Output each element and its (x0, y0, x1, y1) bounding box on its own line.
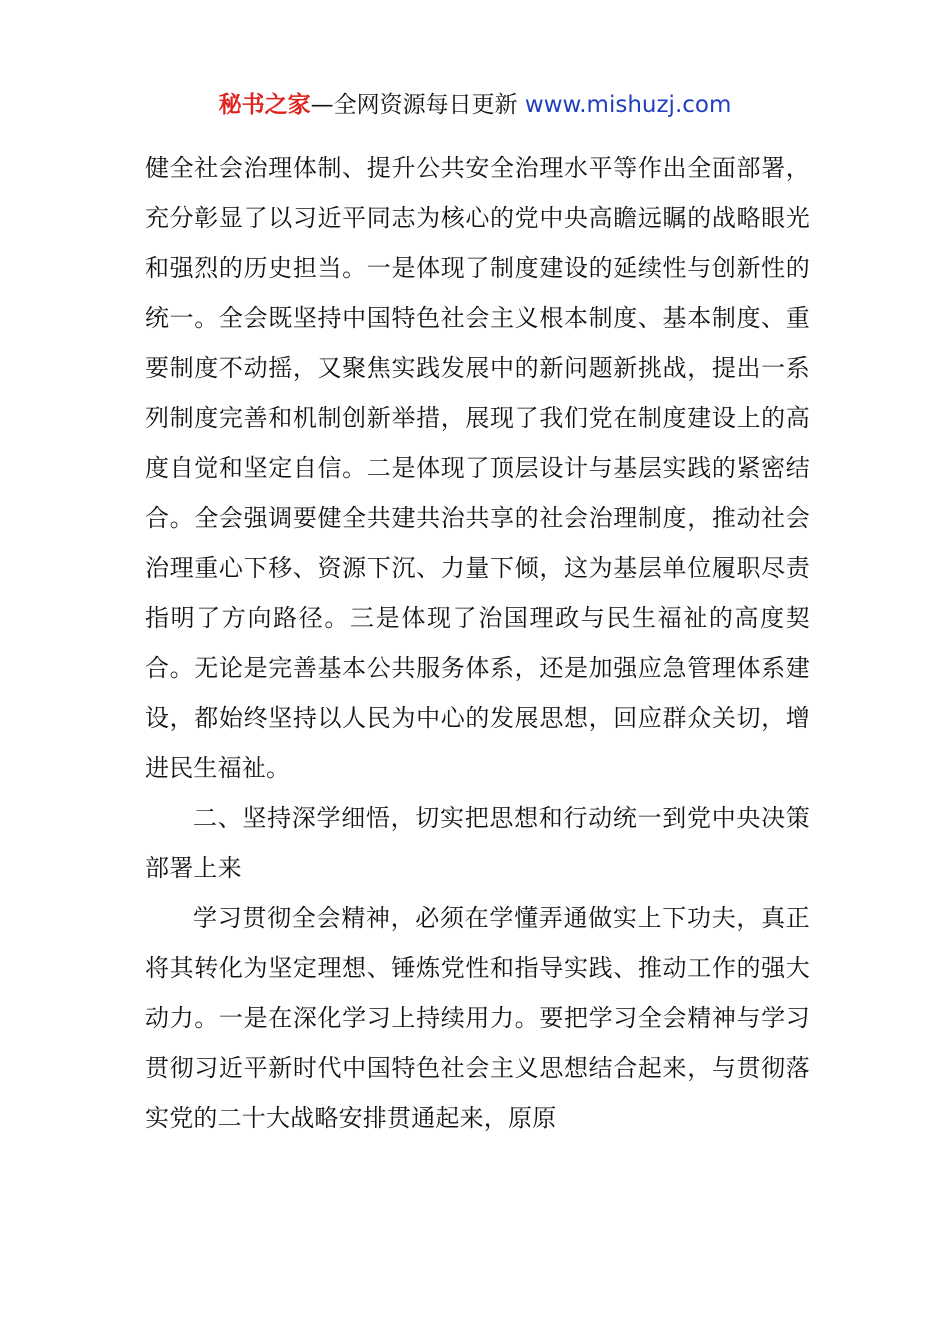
header-url[interactable]: www.mishuzj.com (524, 92, 732, 118)
page-header (0, 88, 950, 122)
paragraph-continued: 健全社会治理体制、提升公共安全治理水平等作出全面部署，充分彰显了以习近平同志为核心的党中央高瞻远瞩的战略眼光和强烈的历史担当。一是体现了制度建设的延续性与创新性的统一。全会既坚持中国特色社会主义根本制度、基本制度、重要制度不动摇，又聚焦实践发展中的新问题新挑战，提出一系列制度完善和机制创新举措，展现了我们党在制度建设上的高度自觉和坚定自信。二是体现了顶层设计与基层实践的紧密结合。全会强调要健全共建共治共享的社会治理制度，推动社会治理重心下移、资源下沉、力量下倾，这为基层单位履职尽责指明了方向路径。三是体现了治国理政与民生福祉的高度契合。无论是完善基本公共服务体系，还是加强应急管理体系建设，都始终坚持以人民为中心的发展思想，回应群众关切，增进民生福祉。 (145, 154, 810, 782)
section-heading: 二、坚持深学细悟，切实把思想和行动统一到党中央决策部署上来 (145, 804, 810, 882)
paragraph-study: 学习贯彻全会精神，必须在学懂弄通做实上下功夫，真正将其转化为坚定理想、锤炼党性和指导实践、推动工作的强大动力。一是在深化学习上持续用力。要把学习全会精神与学习贯彻习近平新时代中国特色社会主义思想结合起来，与贯彻落实党的二十大战略安排贯通起来，原原 (145, 904, 810, 1132)
brand-name: 秘书之家 (218, 92, 311, 118)
document-body (145, 143, 810, 1143)
header-tagline: —全网资源每日更新 (310, 92, 525, 118)
